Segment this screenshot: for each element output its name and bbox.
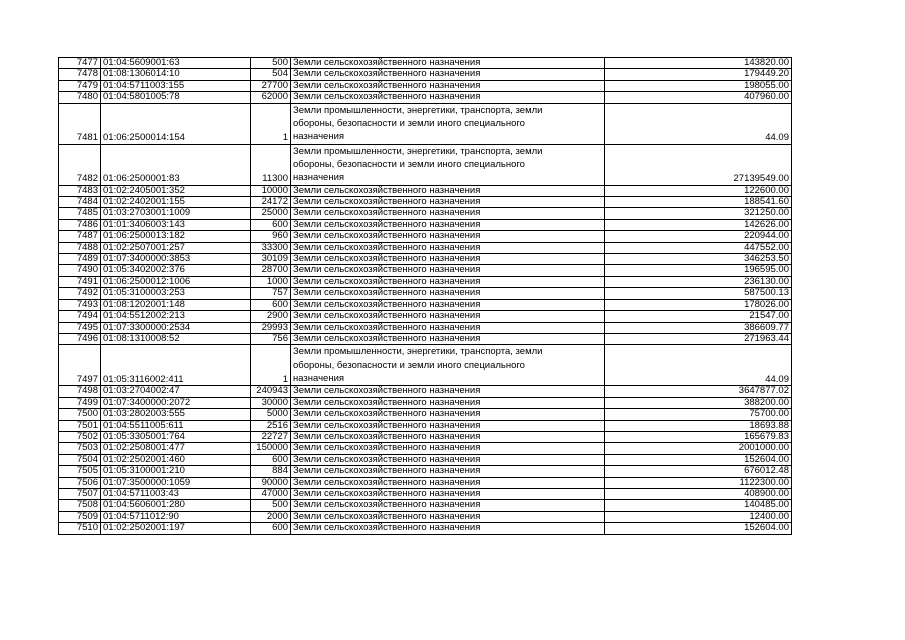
row-number-cell: 7483 xyxy=(59,185,101,196)
row-number-cell: 7509 xyxy=(59,511,101,522)
cadastral-number-cell: 01:02:2405001:352 xyxy=(101,185,251,196)
area-cell: 600 xyxy=(251,454,291,465)
area-cell: 756 xyxy=(251,333,291,344)
row-number-cell: 7486 xyxy=(59,219,101,230)
land-category-line: Земли сельскохозяйственного назначения xyxy=(293,322,481,333)
area-cell: 2516 xyxy=(251,420,291,431)
cadastral-number-cell: 01:06:2500013:182 xyxy=(101,231,251,242)
land-category-line: Земли промышленности, энергетики, транспорта, земли xyxy=(293,104,543,116)
area-cell: 757 xyxy=(251,288,291,299)
area-cell: 500 xyxy=(251,500,291,511)
land-category-cell xyxy=(291,265,605,276)
row-number-cell: 7482 xyxy=(59,144,101,185)
area-cell: 2900 xyxy=(251,311,291,322)
cadastral-value-cell: 152604.00 xyxy=(605,454,792,465)
cadastral-number-cell: 01:04:5511005:611 xyxy=(101,420,251,431)
cadastral-value-cell: 44.09 xyxy=(605,345,792,386)
cadastral-value-cell: 447552.00 xyxy=(605,242,792,253)
land-category-cell xyxy=(291,92,605,103)
row-number-cell: 7497 xyxy=(59,345,101,386)
row-number-cell: 7489 xyxy=(59,254,101,265)
land-category-line: Земли сельскохозяйственного назначения xyxy=(293,488,481,499)
cadastral-number-cell: 01:02:2502001:460 xyxy=(101,454,251,465)
land-category-line: Земли сельскохозяйственного назначения xyxy=(293,454,481,465)
land-category-line: Земли сельскохозяйственного назначения xyxy=(293,431,481,442)
land-category-cell xyxy=(291,231,605,242)
land-category-line: Земли сельскохозяйственного назначения xyxy=(293,219,481,230)
row-number-cell: 7481 xyxy=(59,103,101,144)
area-cell: 24172 xyxy=(251,197,291,208)
cadastral-value-cell: 143820.00 xyxy=(605,58,792,69)
land-category-cell xyxy=(291,103,605,144)
row-number-cell: 7492 xyxy=(59,288,101,299)
row-number-cell: 7496 xyxy=(59,333,101,344)
cadastral-number-cell: 01:07:3400000:3853 xyxy=(101,254,251,265)
area-cell: 11300 xyxy=(251,144,291,185)
cadastral-value-cell: 321250.00 xyxy=(605,208,792,219)
land-category-line: Земли промышленности, энергетики, транспорта, земли xyxy=(293,145,543,157)
land-category-line: Земли сельскохозяйственного назначения xyxy=(293,264,481,276)
area-cell: 600 xyxy=(251,523,291,534)
row-number-cell: 7498 xyxy=(59,386,101,397)
land-category-cell xyxy=(291,333,605,344)
row-number-cell: 7491 xyxy=(59,276,101,287)
cadastral-number-cell: 01:04:5711003:155 xyxy=(101,80,251,91)
land-category-cell xyxy=(291,219,605,230)
cadastral-number-cell: 01:08:1306014:10 xyxy=(101,69,251,80)
cadastral-number-cell: 01:03:2704002:47 xyxy=(101,386,251,397)
area-cell: 504 xyxy=(251,69,291,80)
row-number-cell: 7477 xyxy=(59,58,101,69)
table-row xyxy=(59,311,792,322)
land-category-cell xyxy=(291,242,605,253)
cadastral-value-cell: 386609.77 xyxy=(605,322,792,333)
cadastral-number-cell: 01:04:5711012:90 xyxy=(101,511,251,522)
cadastral-number-cell: 01:06:2500001:83 xyxy=(101,144,251,185)
cadastral-value-cell: 198055.00 xyxy=(605,80,792,91)
cadastral-number-cell: 01:05:3402002:376 xyxy=(101,265,251,276)
table-row xyxy=(59,322,792,333)
land-category-line: Земли сельскохозяйственного назначения xyxy=(293,185,481,196)
land-category-cell xyxy=(291,185,605,196)
cadastral-value-cell: 179449.20 xyxy=(605,69,792,80)
cadastral-number-cell: 01:04:5606001:280 xyxy=(101,500,251,511)
land-category-cell xyxy=(291,454,605,465)
table-row xyxy=(59,185,792,196)
land-category-line: обороны, безопасности и земли иного специального xyxy=(293,159,525,171)
row-number-cell: 7485 xyxy=(59,208,101,219)
cadastral-value-cell: 165679.83 xyxy=(605,431,792,442)
cadastral-value-cell: 178026.00 xyxy=(605,299,792,310)
area-cell: 62000 xyxy=(251,92,291,103)
land-category-line: Земли сельскохозяйственного назначения xyxy=(293,511,481,522)
cadastral-value-cell: 236130.00 xyxy=(605,276,792,287)
cadastral-number-cell: 01:02:2507001:257 xyxy=(101,242,251,253)
land-category-line: Земли сельскохозяйственного назначения xyxy=(293,477,481,488)
land-category-cell xyxy=(291,431,605,442)
table-row xyxy=(59,477,792,488)
land-category-line: Земли сельскохозяйственного назначения xyxy=(293,242,481,253)
land-category-cell xyxy=(291,345,605,386)
table-row xyxy=(59,420,792,431)
cadastral-number-cell: 01:01:3406003:143 xyxy=(101,219,251,230)
land-category-line: Земли сельскохозяйственного назначения xyxy=(293,196,481,208)
land-category-line: Земли сельскохозяйственного назначения xyxy=(293,465,481,477)
cadastral-number-cell: 01:05:3100001:210 xyxy=(101,466,251,477)
cadastral-number-cell: 01:04:5512002:213 xyxy=(101,311,251,322)
table-row xyxy=(59,409,792,420)
row-number-cell: 7495 xyxy=(59,322,101,333)
area-cell: 22727 xyxy=(251,431,291,442)
cadastral-number-cell: 01:06:2500012:1006 xyxy=(101,276,251,287)
land-category-line: Земли сельскохозяйственного назначения xyxy=(293,299,481,310)
land-category-cell xyxy=(291,208,605,219)
table-row xyxy=(59,219,792,230)
land-category-line: Земли сельскохозяйственного назначения xyxy=(293,91,481,103)
land-category-line: обороны, безопасности и земли иного специального xyxy=(293,118,525,130)
area-cell: 29993 xyxy=(251,322,291,333)
table-row xyxy=(59,288,792,299)
cadastral-number-cell: 01:02:2502001:197 xyxy=(101,523,251,534)
land-category-line: Земли сельскохозяйственного назначения xyxy=(293,385,481,397)
land-category-cell xyxy=(291,466,605,477)
cadastral-value-cell: 21547.00 xyxy=(605,311,792,322)
table-row xyxy=(59,144,792,185)
cadastral-number-cell: 01:07:3500000:1059 xyxy=(101,477,251,488)
cadastral-number-cell: 01:07:3400000:2072 xyxy=(101,397,251,408)
cadastral-value-cell: 676012.48 xyxy=(605,466,792,477)
table-row xyxy=(59,488,792,499)
area-cell: 28700 xyxy=(251,265,291,276)
land-category-cell xyxy=(291,322,605,333)
table-row xyxy=(59,80,792,91)
land-category-line: Земли сельскохозяйственного назначения xyxy=(293,207,481,219)
cadastral-value-cell: 220944.00 xyxy=(605,231,792,242)
row-number-cell: 7480 xyxy=(59,92,101,103)
area-cell: 33300 xyxy=(251,242,291,253)
cadastral-number-cell: 01:05:3305001:764 xyxy=(101,431,251,442)
cadastral-value-cell: 75700.00 xyxy=(605,409,792,420)
cadastral-number-cell: 01:03:2703001:1009 xyxy=(101,208,251,219)
cadastral-value-cell: 12400.00 xyxy=(605,511,792,522)
land-category-cell xyxy=(291,69,605,80)
land-register-sheet xyxy=(58,57,792,535)
row-number-cell: 7488 xyxy=(59,242,101,253)
land-category-line: Земли сельскохозяйственного назначения xyxy=(293,287,481,299)
cadastral-value-cell: 346253.50 xyxy=(605,254,792,265)
cadastral-value-cell: 18693.88 xyxy=(605,420,792,431)
area-cell: 1000 xyxy=(251,276,291,287)
table-row xyxy=(59,454,792,465)
area-cell: 47000 xyxy=(251,488,291,499)
row-number-cell: 7487 xyxy=(59,231,101,242)
cadastral-number-cell: 01:05:3100003:253 xyxy=(101,288,251,299)
row-number-cell: 7478 xyxy=(59,69,101,80)
land-category-cell xyxy=(291,477,605,488)
land-category-cell xyxy=(291,197,605,208)
area-cell: 884 xyxy=(251,466,291,477)
land-category-line: назначения xyxy=(293,373,345,385)
cadastral-number-cell: 01:06:2500014:154 xyxy=(101,103,251,144)
cadastral-value-cell: 271963.44 xyxy=(605,333,792,344)
cadastral-number-cell: 01:04:5711003:43 xyxy=(101,488,251,499)
cadastral-value-cell: 122600.00 xyxy=(605,185,792,196)
cadastral-number-cell: 01:07:3300000:2534 xyxy=(101,322,251,333)
area-cell: 1 xyxy=(251,103,291,144)
cadastral-value-cell: 2001000.00 xyxy=(605,443,792,454)
land-category-line: Земли сельскохозяйственного назначения xyxy=(293,408,481,420)
cadastral-number-cell: 01:05:3116002:411 xyxy=(101,345,251,386)
table-row xyxy=(59,500,792,511)
land-category-line: обороны, безопасности и земли иного специального xyxy=(293,359,525,371)
land-category-line: Земли сельскохозяйственного назначения xyxy=(293,276,481,287)
area-cell: 10000 xyxy=(251,185,291,196)
row-number-cell: 7493 xyxy=(59,299,101,310)
land-category-cell xyxy=(291,511,605,522)
table-row xyxy=(59,511,792,522)
cadastral-value-cell: 140485.00 xyxy=(605,500,792,511)
cadastral-value-cell: 44.09 xyxy=(605,103,792,144)
cadastral-value-cell: 188541.60 xyxy=(605,197,792,208)
cadastral-value-cell: 27139549.00 xyxy=(605,144,792,185)
area-cell: 500 xyxy=(251,58,291,69)
row-number-cell: 7504 xyxy=(59,454,101,465)
area-cell: 30000 xyxy=(251,397,291,408)
land-category-cell xyxy=(291,409,605,420)
land-register-body xyxy=(59,58,792,535)
land-category-cell xyxy=(291,254,605,265)
area-cell: 2000 xyxy=(251,511,291,522)
table-row xyxy=(59,443,792,454)
table-row xyxy=(59,103,792,144)
land-category-line: Земли сельскохозяйственного назначения xyxy=(293,80,481,91)
land-category-cell xyxy=(291,311,605,322)
row-number-cell: 7499 xyxy=(59,397,101,408)
land-category-cell xyxy=(291,443,605,454)
table-row xyxy=(59,197,792,208)
cadastral-value-cell: 587500.13 xyxy=(605,288,792,299)
table-row xyxy=(59,345,792,386)
cadastral-number-cell: 01:04:5801005:78 xyxy=(101,92,251,103)
table-row xyxy=(59,231,792,242)
land-category-line: Земли сельскохозяйственного назначения xyxy=(293,420,481,431)
land-category-line: Земли сельскохозяйственного назначения xyxy=(293,442,481,454)
cadastral-value-cell: 407960.00 xyxy=(605,92,792,103)
land-category-line: Земли сельскохозяйственного назначения xyxy=(293,333,481,344)
land-category-line: назначения xyxy=(293,131,345,143)
row-number-cell: 7479 xyxy=(59,80,101,91)
cadastral-value-cell: 142626.00 xyxy=(605,219,792,230)
cadastral-number-cell: 01:04:5609001:63 xyxy=(101,58,251,69)
land-category-line: Земли сельскохозяйственного назначения xyxy=(293,397,481,408)
land-category-cell xyxy=(291,80,605,91)
table-row xyxy=(59,523,792,534)
land-category-cell xyxy=(291,288,605,299)
land-category-line: Земли сельскохозяйственного назначения xyxy=(293,522,481,534)
cadastral-value-cell: 152604.00 xyxy=(605,523,792,534)
table-row xyxy=(59,242,792,253)
area-cell: 90000 xyxy=(251,477,291,488)
land-category-line: Земли сельскохозяйственного назначения xyxy=(293,68,481,80)
row-number-cell: 7484 xyxy=(59,197,101,208)
cadastral-number-cell: 01:02:2508001:477 xyxy=(101,443,251,454)
land-category-line: Земли промышленности, энергетики, транспорта, земли xyxy=(293,346,543,358)
cadastral-value-cell: 388200.00 xyxy=(605,397,792,408)
area-cell: 1 xyxy=(251,345,291,386)
land-category-cell xyxy=(291,420,605,431)
table-row xyxy=(59,208,792,219)
row-number-cell: 7500 xyxy=(59,409,101,420)
table-row xyxy=(59,92,792,103)
land-category-cell xyxy=(291,397,605,408)
cadastral-number-cell: 01:02:2402001:155 xyxy=(101,197,251,208)
table-row xyxy=(59,254,792,265)
cadastral-number-cell: 01:03:2802003:555 xyxy=(101,409,251,420)
area-cell: 600 xyxy=(251,219,291,230)
land-category-cell xyxy=(291,523,605,534)
row-number-cell: 7501 xyxy=(59,420,101,431)
row-number-cell: 7506 xyxy=(59,477,101,488)
area-cell: 240943 xyxy=(251,386,291,397)
land-category-line: назначения xyxy=(293,172,345,184)
table-row xyxy=(59,466,792,477)
land-register-table xyxy=(58,57,792,535)
area-cell: 150000 xyxy=(251,443,291,454)
table-row xyxy=(59,265,792,276)
land-category-cell xyxy=(291,276,605,287)
area-cell: 5000 xyxy=(251,409,291,420)
land-category-cell xyxy=(291,299,605,310)
row-number-cell: 7503 xyxy=(59,443,101,454)
row-number-cell: 7490 xyxy=(59,265,101,276)
area-cell: 960 xyxy=(251,231,291,242)
land-category-line: Земли сельскохозяйственного назначения xyxy=(293,57,481,68)
land-category-cell xyxy=(291,386,605,397)
land-category-cell xyxy=(291,488,605,499)
area-cell: 600 xyxy=(251,299,291,310)
row-number-cell: 7494 xyxy=(59,311,101,322)
table-row xyxy=(59,299,792,310)
row-number-cell: 7510 xyxy=(59,523,101,534)
cadastral-value-cell: 408900.00 xyxy=(605,488,792,499)
row-number-cell: 7507 xyxy=(59,488,101,499)
row-number-cell: 7502 xyxy=(59,431,101,442)
land-category-cell xyxy=(291,58,605,69)
table-row xyxy=(59,276,792,287)
land-category-line: Земли сельскохозяйственного назначения xyxy=(293,310,481,322)
cadastral-value-cell: 196595.00 xyxy=(605,265,792,276)
land-category-line: Земли сельскохозяйственного назначения xyxy=(293,499,481,511)
land-category-cell xyxy=(291,500,605,511)
land-category-line: Земли сельскохозяйственного назначения xyxy=(293,230,481,242)
land-category-cell xyxy=(291,144,605,185)
table-row xyxy=(59,386,792,397)
table-row xyxy=(59,58,792,69)
cadastral-number-cell: 01:08:1202001:148 xyxy=(101,299,251,310)
cadastral-value-cell: 3647877.02 xyxy=(605,386,792,397)
table-row xyxy=(59,397,792,408)
table-row xyxy=(59,333,792,344)
area-cell: 30109 xyxy=(251,254,291,265)
table-row xyxy=(59,431,792,442)
land-category-line: Земли сельскохозяйственного назначения xyxy=(293,253,481,265)
cadastral-number-cell: 01:08:1310008:52 xyxy=(101,333,251,344)
area-cell: 25000 xyxy=(251,208,291,219)
row-number-cell: 7508 xyxy=(59,500,101,511)
cadastral-value-cell: 1122300.00 xyxy=(605,477,792,488)
row-number-cell: 7505 xyxy=(59,466,101,477)
table-row xyxy=(59,69,792,80)
area-cell: 27700 xyxy=(251,80,291,91)
